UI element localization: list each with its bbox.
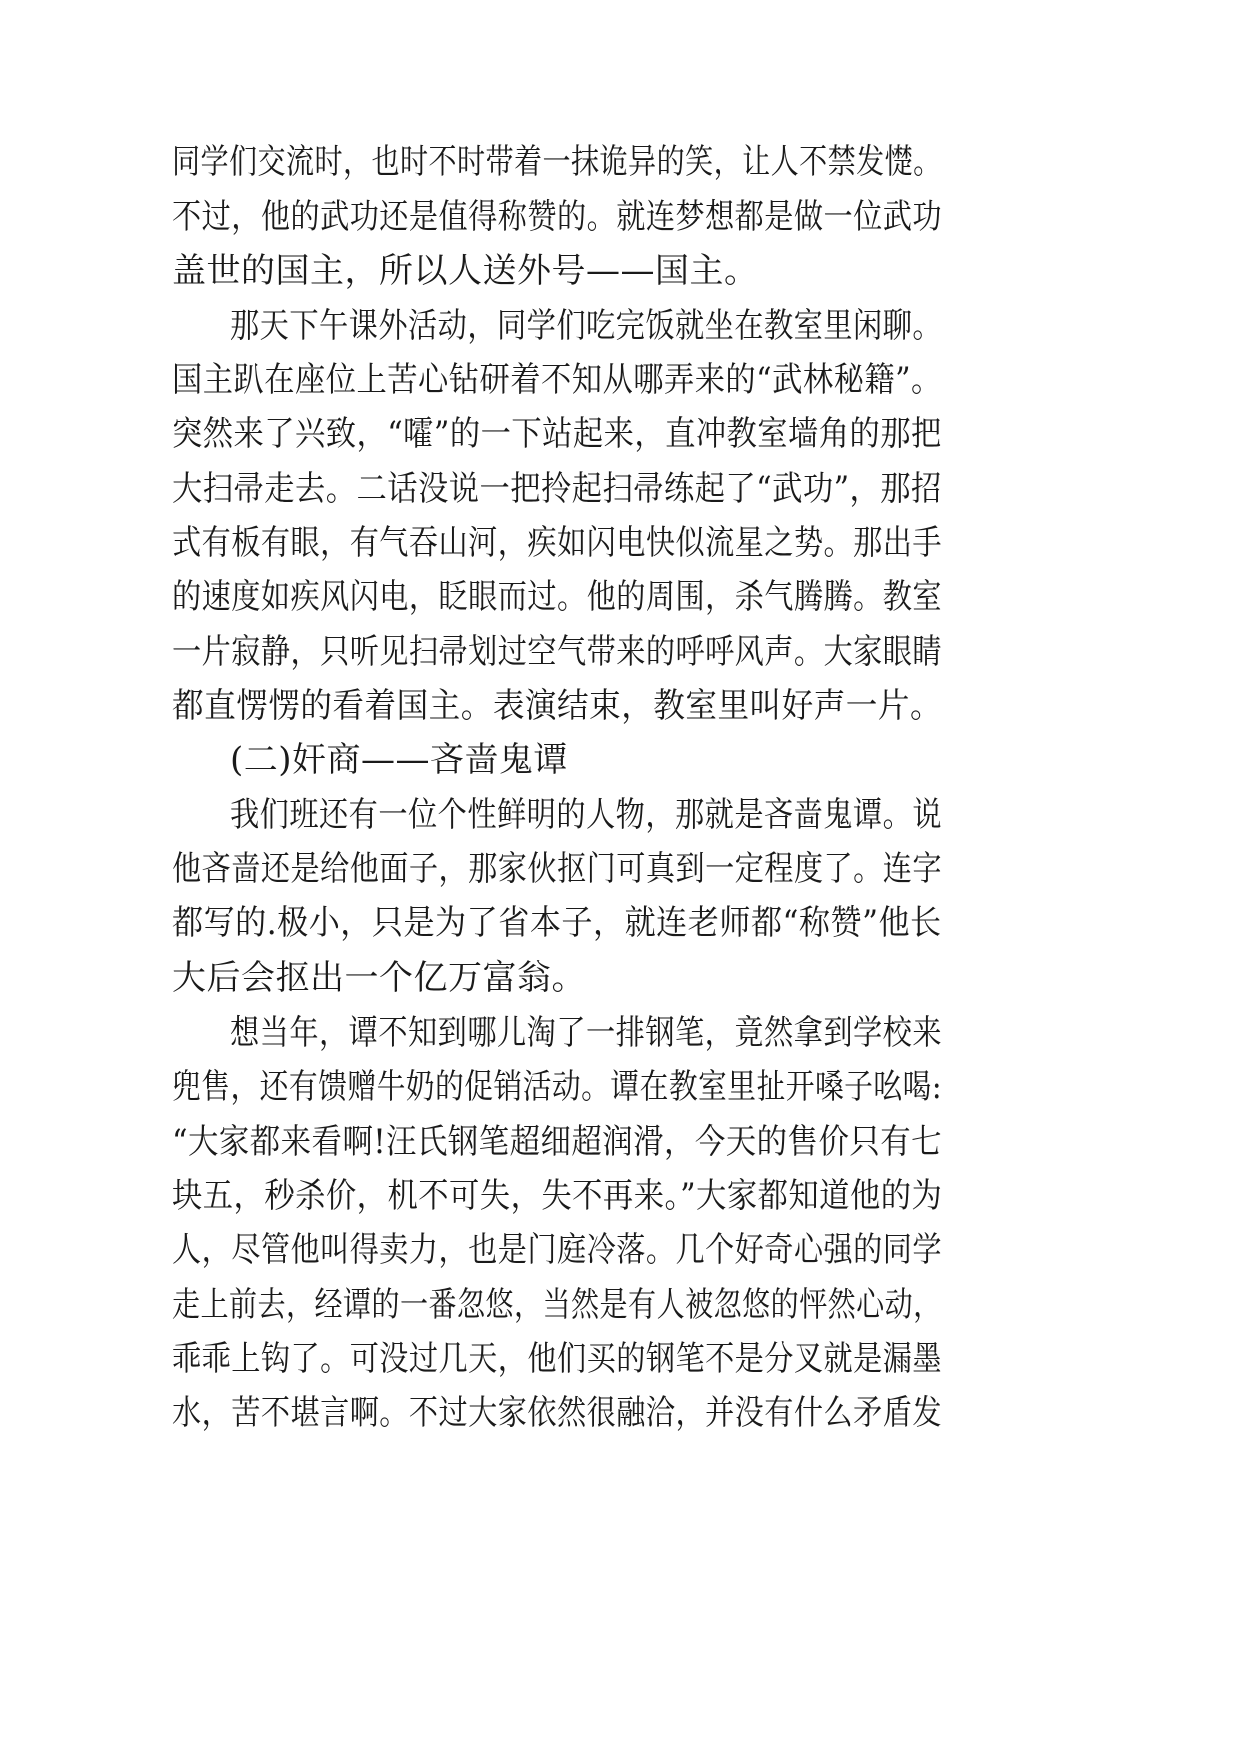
- section-heading: (二)奸商——吝啬鬼谭: [230, 740, 569, 780]
- text-line: 走上前去，经谭的一番忽悠，当然是有人被忽悠的怦然心动，: [172, 1285, 942, 1325]
- text-line: “大家都来看啊!汪氏钢笔超细超润滑，今天的售价只有七: [172, 1122, 942, 1162]
- text-line: 水，苦不堪言啊。不过大家依然很融洽，并没有什么矛盾发: [172, 1393, 942, 1433]
- text-line: 乖乖上钩了。可没过几天，他们买的钢笔不是分叉就是漏墨: [172, 1339, 942, 1379]
- text-line: 不过，他的武功还是值得称赞的。就连梦想都是做一位武功: [172, 197, 942, 237]
- text-line: 人，尽管他叫得卖力，也是门庭冷落。几个好奇心强的同学: [172, 1230, 942, 1270]
- text-line: 突然来了兴致，“嚯”的一下站起来，直冲教室墙角的那把: [172, 414, 942, 454]
- text-line: 我们班还有一位个性鲜明的人物，那就是吝啬鬼谭。说: [230, 795, 942, 835]
- text-line: 大后会抠出一个亿万富翁。: [172, 958, 586, 998]
- text-line: 盖世的国主，所以人送外号——国主。: [172, 251, 759, 291]
- text-line: 同学们交流时，也时不时带着一抹诡异的笑，让人不禁发憷。: [172, 142, 942, 182]
- text-line: 一片寂静，只听见扫帚划过空气带来的呼呼风声。大家眼睛: [172, 632, 942, 672]
- text-line: 的速度如疾风闪电，眨眼而过。他的周围，杀气腾腾。教室: [172, 577, 942, 617]
- text-line: 块五，秒杀价，机不可失，失不再来。”大家都知道他的为: [172, 1176, 943, 1216]
- text-line: 都写的.极小，只是为了省本子，就连老师都“称赞”他长: [172, 903, 942, 943]
- text-line: 国主趴在座位上苦心钻研着不知从哪弄来的“武林秘籍”。: [172, 360, 942, 400]
- text-line: 他吝啬还是给他面子，那家伙抠门可真到一定程度了。连字: [172, 849, 942, 889]
- text-line: 那天下午课外活动，同学们吃完饭就坐在教室里闲聊。: [230, 306, 942, 346]
- text-line: 大扫帚走去。二话没说一把拎起扫帚练起了“武功”，那招: [172, 469, 942, 509]
- text-line: 兜售，还有馈赠牛奶的促销活动。谭在教室里扯开嗓子吆喝:: [172, 1067, 942, 1107]
- text-line: 想当年，谭不知到哪儿淘了一排钢笔，竟然拿到学校来: [230, 1013, 942, 1053]
- text-line: 都直愣愣的看着国主。表演结束，教室里叫好声一片。: [172, 686, 943, 726]
- text-line: 式有板有眼，有气吞山河，疾如闪电快似流星之势。那出手: [172, 523, 942, 563]
